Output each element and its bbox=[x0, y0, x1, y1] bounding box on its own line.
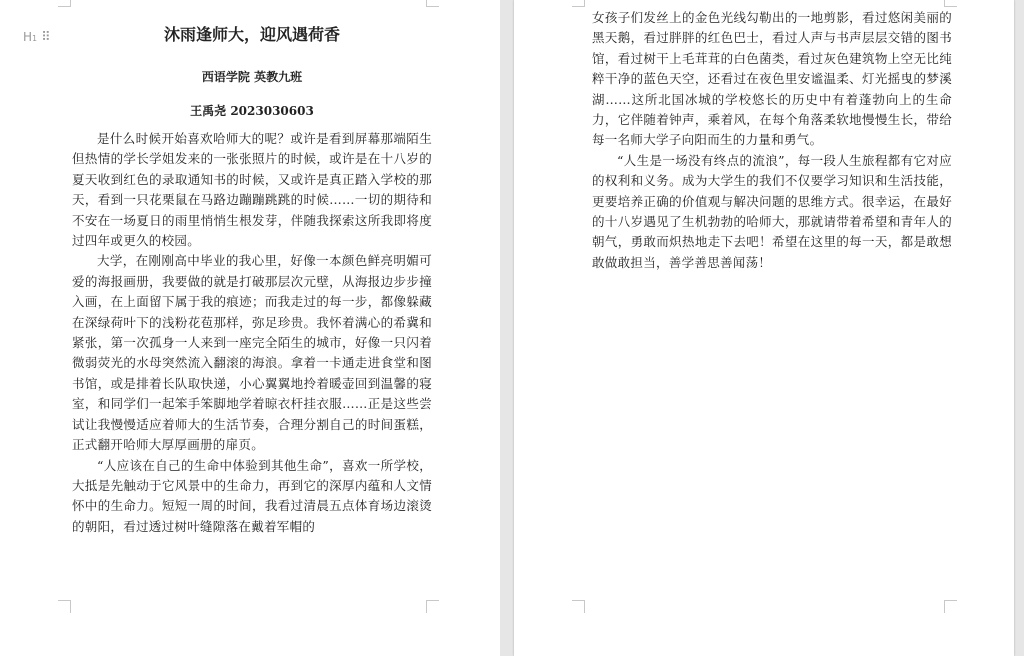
crop-mark bbox=[944, 600, 957, 613]
department-line[interactable]: 西语学院 英教九班 bbox=[201, 70, 303, 84]
grip-dots-icon: ⠿ bbox=[41, 29, 51, 45]
paragraph[interactable]: “人应该在自己的生命中体验到其他生命”，喜欢一所学校，大抵是先触动于它风景中的生命力，再到它的深厚内蕴和人文情怀中的生命力。短短一周的时间，我看过清晨五点体育场边滚烫的朝阳，看过透过树叶缝隙落在戴着军帽的 bbox=[72, 457, 432, 534]
page-2-content bbox=[592, 8, 952, 273]
heading-drag-handle-icon[interactable] bbox=[23, 30, 51, 44]
document-title[interactable]: 沐雨逢师大，迎风遇荷香 bbox=[163, 25, 340, 44]
paragraph[interactable]: “人生是一场没有终点的流浪”，每一段人生旅程都有它对应的权利和义务。成为大学生的我们不仅要学习知识和生活技能，更要培养正确的价值观与解决问题的思维方式。很幸运，在最好的十八岁遇见了生机勃勃的哈师大，那就请带着希望和青年人的朝气，勇敢而炽热地走下去吧！希望在这里的每一天，都是敢想敢做敢担当，善学善思善闻荡！ bbox=[592, 152, 952, 270]
document-page-1 bbox=[0, 0, 500, 656]
crop-mark bbox=[572, 0, 585, 7]
crop-mark bbox=[58, 0, 71, 7]
crop-mark bbox=[572, 600, 585, 613]
crop-mark bbox=[426, 0, 439, 7]
heading-level-icon: H1 bbox=[23, 30, 38, 44]
page-gap bbox=[500, 0, 514, 656]
document-page-2 bbox=[514, 0, 1014, 656]
page-1-content bbox=[72, 25, 432, 537]
paragraph[interactable]: 是什么时候开始喜欢哈师大的呢？或许是看到屏幕那端陌生但热情的学长学姐发来的一张张照片的时候，或许是在十八岁的夏天收到红色的录取通知书的时候，又或许是真正踏入学校的那天，看到一只花栗鼠在马路边蹦蹦跳跳的时候……一切的期待和不安在一场夏日的雨里悄悄生根发芽，伴随我探索这所我即将度过四年或更久的校园。 bbox=[72, 131, 432, 249]
author-line[interactable]: 王禹尧 2023030603 bbox=[190, 104, 314, 118]
paragraph[interactable]: 大学，在刚刚高中毕业的我心里，好像一本颜色鲜亮明媚可爱的海报画册，我要做的就是打破那层次元壁，从海报边步步撞入画，在上面留下属于我的痕迹；而我走过的每一步，都像躲藏在深绿荷叶下的浅粉花苞那样，弥足珍贵。我怀着满心的希冀和紧张，第一次孤身一人来到一座完全陌生的城市，好像一只闪着微弱荧光的水母突然流入翻滚的海浪。拿着一卡通走进食堂和图书馆，或是排着长队取快递，小心翼翼地拎着暖壶回到温馨的寝室，和同学们一起笨手笨脚地学着晾衣杆挂衣服……正是这些尝试让我慢慢适应着师大的生活节奏，合理分割自己的时间蛋糕，正式翻开哈师大厚厚画册的扉页。 bbox=[72, 253, 432, 453]
crop-mark bbox=[58, 600, 71, 613]
crop-mark bbox=[944, 0, 957, 7]
paragraph[interactable]: 女孩子们发丝上的金色光线勾勒出的一地剪影，看过悠闲美丽的黑天鹅，看过胖胖的红色巴士，看过人声与书声层层交错的图书馆，看过树干上毛茸茸的白色菌类，看过灰色建筑物上空无比纯粹干净的蓝色天空，还看过在夜色里安谧温柔、灯光摇曳的梦溪湖……这所北国冰城的学校悠长的历史中有着蓬勃向上的生命力，它伴随着钟声，乘着风，在每个角落柔软地慢慢生长，带给每一名师大学子向阳而生的力量和勇气。 bbox=[592, 10, 952, 148]
crop-mark bbox=[426, 600, 439, 613]
